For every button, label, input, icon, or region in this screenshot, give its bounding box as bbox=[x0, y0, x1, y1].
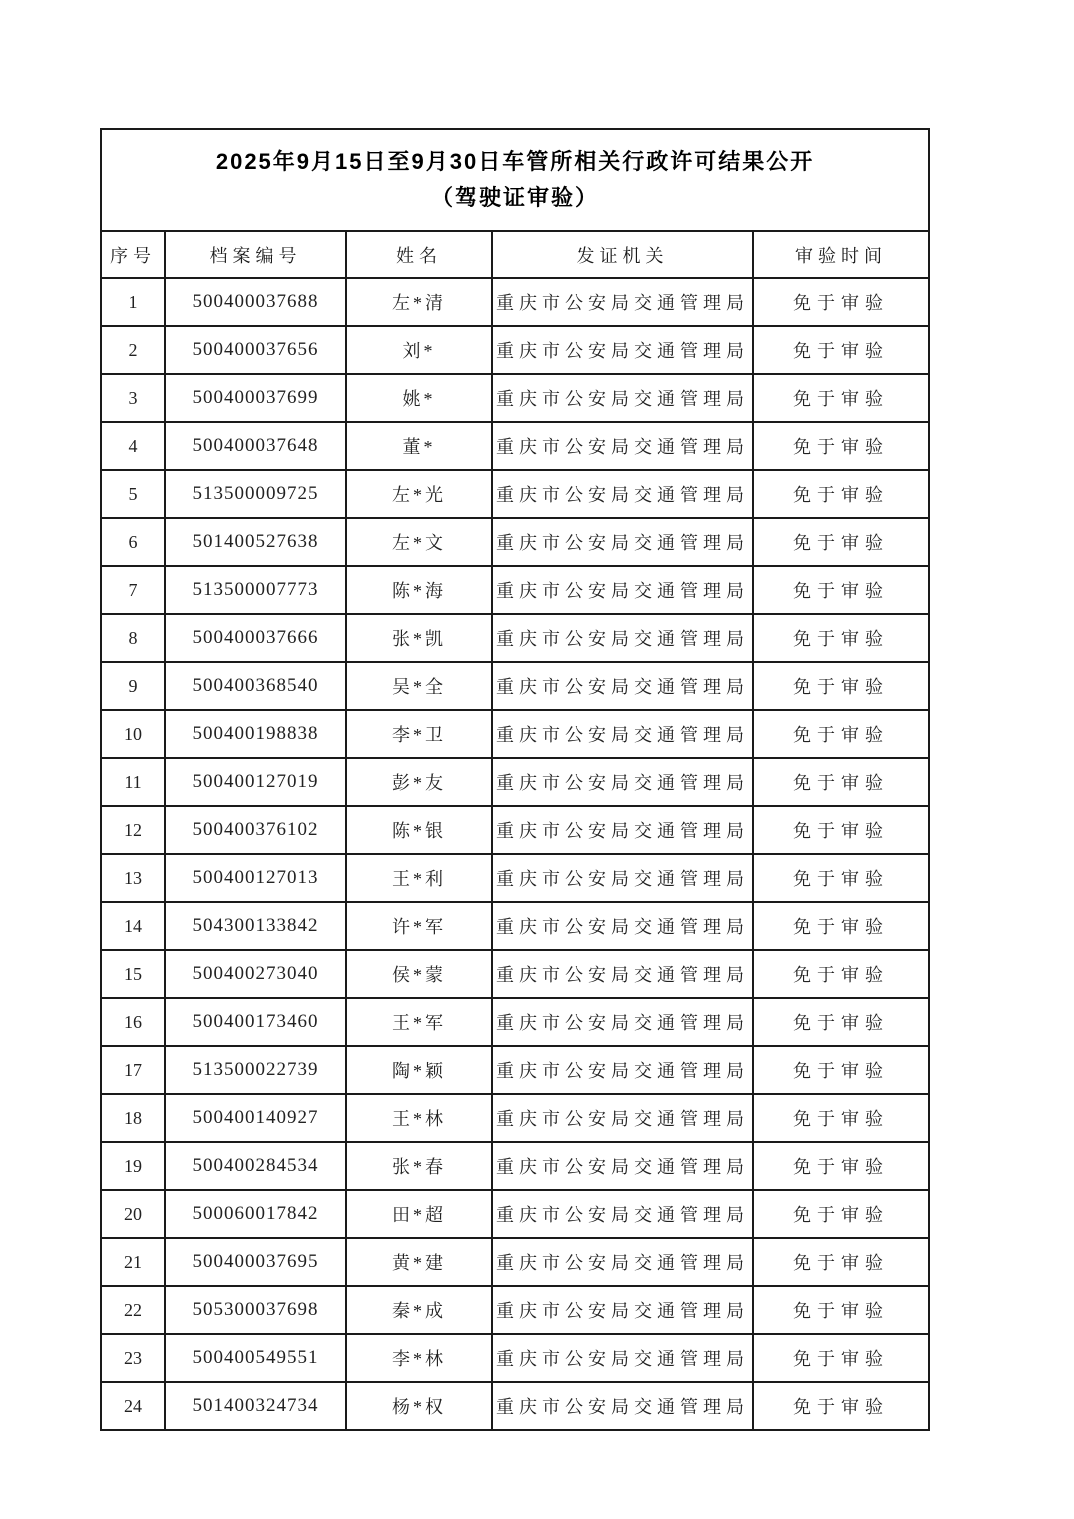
cell-authority: 重庆市公安局交通管理局 bbox=[492, 902, 753, 950]
cell-file-number: 505300037698 bbox=[165, 1286, 346, 1334]
table-row bbox=[101, 1142, 929, 1190]
table-row bbox=[101, 902, 929, 950]
table-row bbox=[101, 710, 929, 758]
cell-name: 黄*建 bbox=[346, 1238, 492, 1286]
cell-authority: 重庆市公安局交通管理局 bbox=[492, 1190, 753, 1238]
cell-name: 陈*海 bbox=[346, 566, 492, 614]
cell-seq: 11 bbox=[101, 758, 165, 806]
cell-seq: 9 bbox=[101, 662, 165, 710]
cell-file-number: 513500007773 bbox=[165, 566, 346, 614]
cell-seq: 21 bbox=[101, 1238, 165, 1286]
cell-name: 杨*权 bbox=[346, 1382, 492, 1430]
cell-review-time: 免于审验 bbox=[753, 758, 929, 806]
cell-review-time: 免于审验 bbox=[753, 1382, 929, 1430]
cell-file-number: 500400037699 bbox=[165, 374, 346, 422]
table-row bbox=[101, 566, 929, 614]
cell-file-number: 500400037666 bbox=[165, 614, 346, 662]
cell-file-number: 500400127013 bbox=[165, 854, 346, 902]
cell-review-time: 免于审验 bbox=[753, 422, 929, 470]
cell-authority: 重庆市公安局交通管理局 bbox=[492, 470, 753, 518]
cell-seq: 19 bbox=[101, 1142, 165, 1190]
cell-authority: 重庆市公安局交通管理局 bbox=[492, 1142, 753, 1190]
cell-seq: 7 bbox=[101, 566, 165, 614]
table-body bbox=[101, 278, 929, 1430]
table-row bbox=[101, 758, 929, 806]
cell-authority: 重庆市公安局交通管理局 bbox=[492, 518, 753, 566]
cell-authority: 重庆市公安局交通管理局 bbox=[492, 1382, 753, 1430]
cell-seq: 4 bbox=[101, 422, 165, 470]
table-row bbox=[101, 326, 929, 374]
cell-review-time: 免于审验 bbox=[753, 854, 929, 902]
cell-seq: 16 bbox=[101, 998, 165, 1046]
license-review-table bbox=[100, 128, 930, 1431]
header-review-time: 审验时间 bbox=[753, 231, 929, 278]
table-row bbox=[101, 1286, 929, 1334]
table-row bbox=[101, 806, 929, 854]
cell-seq: 15 bbox=[101, 950, 165, 998]
table-row bbox=[101, 1382, 929, 1430]
cell-name: 侯*蒙 bbox=[346, 950, 492, 998]
cell-seq: 3 bbox=[101, 374, 165, 422]
cell-review-time: 免于审验 bbox=[753, 902, 929, 950]
cell-review-time: 免于审验 bbox=[753, 950, 929, 998]
cell-name: 王*利 bbox=[346, 854, 492, 902]
table-row bbox=[101, 1190, 929, 1238]
cell-review-time: 免于审验 bbox=[753, 470, 929, 518]
cell-seq: 12 bbox=[101, 806, 165, 854]
cell-seq: 24 bbox=[101, 1382, 165, 1430]
cell-name: 王*军 bbox=[346, 998, 492, 1046]
cell-authority: 重庆市公安局交通管理局 bbox=[492, 566, 753, 614]
cell-review-time: 免于审验 bbox=[753, 662, 929, 710]
cell-file-number: 500400284534 bbox=[165, 1142, 346, 1190]
cell-file-number: 500400037648 bbox=[165, 422, 346, 470]
cell-authority: 重庆市公安局交通管理局 bbox=[492, 422, 753, 470]
cell-review-time: 免于审验 bbox=[753, 1046, 929, 1094]
cell-seq: 18 bbox=[101, 1094, 165, 1142]
cell-file-number: 500400198838 bbox=[165, 710, 346, 758]
table-row bbox=[101, 278, 929, 326]
cell-seq: 20 bbox=[101, 1190, 165, 1238]
cell-review-time: 免于审验 bbox=[753, 1094, 929, 1142]
cell-name: 彭*友 bbox=[346, 758, 492, 806]
cell-name: 姚* bbox=[346, 374, 492, 422]
cell-file-number: 513500022739 bbox=[165, 1046, 346, 1094]
cell-authority: 重庆市公安局交通管理局 bbox=[492, 950, 753, 998]
cell-file-number: 500400037695 bbox=[165, 1238, 346, 1286]
cell-seq: 5 bbox=[101, 470, 165, 518]
cell-authority: 重庆市公安局交通管理局 bbox=[492, 1094, 753, 1142]
header-name: 姓名 bbox=[346, 231, 492, 278]
cell-review-time: 免于审验 bbox=[753, 1142, 929, 1190]
cell-name: 张*春 bbox=[346, 1142, 492, 1190]
title-row bbox=[101, 129, 929, 231]
cell-review-time: 免于审验 bbox=[753, 326, 929, 374]
cell-review-time: 免于审验 bbox=[753, 710, 929, 758]
cell-seq: 1 bbox=[101, 278, 165, 326]
table-row bbox=[101, 614, 929, 662]
cell-seq: 22 bbox=[101, 1286, 165, 1334]
cell-name: 吴*全 bbox=[346, 662, 492, 710]
cell-file-number: 500400273040 bbox=[165, 950, 346, 998]
cell-name: 左*文 bbox=[346, 518, 492, 566]
cell-review-time: 免于审验 bbox=[753, 1190, 929, 1238]
cell-name: 秦*成 bbox=[346, 1286, 492, 1334]
table-row bbox=[101, 662, 929, 710]
cell-seq: 8 bbox=[101, 614, 165, 662]
cell-seq: 2 bbox=[101, 326, 165, 374]
cell-review-time: 免于审验 bbox=[753, 998, 929, 1046]
table-row bbox=[101, 1094, 929, 1142]
table-row bbox=[101, 374, 929, 422]
cell-file-number: 504300133842 bbox=[165, 902, 346, 950]
table-row bbox=[101, 422, 929, 470]
cell-authority: 重庆市公安局交通管理局 bbox=[492, 998, 753, 1046]
cell-name: 王*林 bbox=[346, 1094, 492, 1142]
cell-seq: 23 bbox=[101, 1334, 165, 1382]
cell-file-number: 500060017842 bbox=[165, 1190, 346, 1238]
cell-authority: 重庆市公安局交通管理局 bbox=[492, 710, 753, 758]
table-row bbox=[101, 1334, 929, 1382]
cell-seq: 14 bbox=[101, 902, 165, 950]
cell-authority: 重庆市公安局交通管理局 bbox=[492, 278, 753, 326]
cell-file-number: 501400527638 bbox=[165, 518, 346, 566]
header-file-number: 档案编号 bbox=[165, 231, 346, 278]
cell-review-time: 免于审验 bbox=[753, 614, 929, 662]
cell-name: 许*军 bbox=[346, 902, 492, 950]
cell-authority: 重庆市公安局交通管理局 bbox=[492, 614, 753, 662]
cell-seq: 10 bbox=[101, 710, 165, 758]
cell-review-time: 免于审验 bbox=[753, 518, 929, 566]
cell-name: 左*光 bbox=[346, 470, 492, 518]
cell-authority: 重庆市公安局交通管理局 bbox=[492, 1046, 753, 1094]
cell-review-time: 免于审验 bbox=[753, 1238, 929, 1286]
cell-authority: 重庆市公安局交通管理局 bbox=[492, 326, 753, 374]
table-row bbox=[101, 470, 929, 518]
cell-file-number: 500400037656 bbox=[165, 326, 346, 374]
cell-file-number: 500400037688 bbox=[165, 278, 346, 326]
cell-name: 董* bbox=[346, 422, 492, 470]
cell-file-number: 500400173460 bbox=[165, 998, 346, 1046]
table-row bbox=[101, 950, 929, 998]
cell-seq: 13 bbox=[101, 854, 165, 902]
cell-authority: 重庆市公安局交通管理局 bbox=[492, 806, 753, 854]
table-title-line2: （驾驶证审验） bbox=[431, 185, 600, 210]
table-row bbox=[101, 1238, 929, 1286]
cell-file-number: 500400140927 bbox=[165, 1094, 346, 1142]
cell-review-time: 免于审验 bbox=[753, 1334, 929, 1382]
cell-authority: 重庆市公安局交通管理局 bbox=[492, 854, 753, 902]
table-row bbox=[101, 1046, 929, 1094]
cell-review-time: 免于审验 bbox=[753, 806, 929, 854]
cell-review-time: 免于审验 bbox=[753, 374, 929, 422]
cell-authority: 重庆市公安局交通管理局 bbox=[492, 374, 753, 422]
cell-name: 陈*银 bbox=[346, 806, 492, 854]
cell-name: 李*林 bbox=[346, 1334, 492, 1382]
cell-name: 张*凯 bbox=[346, 614, 492, 662]
cell-file-number: 513500009725 bbox=[165, 470, 346, 518]
header-row bbox=[101, 231, 929, 278]
cell-file-number: 500400376102 bbox=[165, 806, 346, 854]
cell-authority: 重庆市公安局交通管理局 bbox=[492, 1238, 753, 1286]
cell-name: 刘* bbox=[346, 326, 492, 374]
header-seq: 序号 bbox=[101, 231, 165, 278]
cell-file-number: 501400324734 bbox=[165, 1382, 346, 1430]
cell-review-time: 免于审验 bbox=[753, 566, 929, 614]
table-title-line1: 2025年9月15日至9月30日车管所相关行政许可结果公开 bbox=[215, 149, 815, 174]
cell-authority: 重庆市公安局交通管理局 bbox=[492, 662, 753, 710]
cell-authority: 重庆市公安局交通管理局 bbox=[492, 1334, 753, 1382]
cell-name: 田*超 bbox=[346, 1190, 492, 1238]
cell-review-time: 免于审验 bbox=[753, 1286, 929, 1334]
cell-authority: 重庆市公安局交通管理局 bbox=[492, 1286, 753, 1334]
cell-name: 左*清 bbox=[346, 278, 492, 326]
cell-file-number: 500400127019 bbox=[165, 758, 346, 806]
cell-file-number: 500400368540 bbox=[165, 662, 346, 710]
cell-name: 陶*颖 bbox=[346, 1046, 492, 1094]
cell-seq: 6 bbox=[101, 518, 165, 566]
cell-review-time: 免于审验 bbox=[753, 278, 929, 326]
cell-name: 李*卫 bbox=[346, 710, 492, 758]
cell-authority: 重庆市公安局交通管理局 bbox=[492, 758, 753, 806]
header-authority: 发证机关 bbox=[492, 231, 753, 278]
table-row bbox=[101, 854, 929, 902]
cell-file-number: 500400549551 bbox=[165, 1334, 346, 1382]
table-row bbox=[101, 998, 929, 1046]
table-row bbox=[101, 518, 929, 566]
cell-seq: 17 bbox=[101, 1046, 165, 1094]
table-title bbox=[101, 129, 929, 231]
